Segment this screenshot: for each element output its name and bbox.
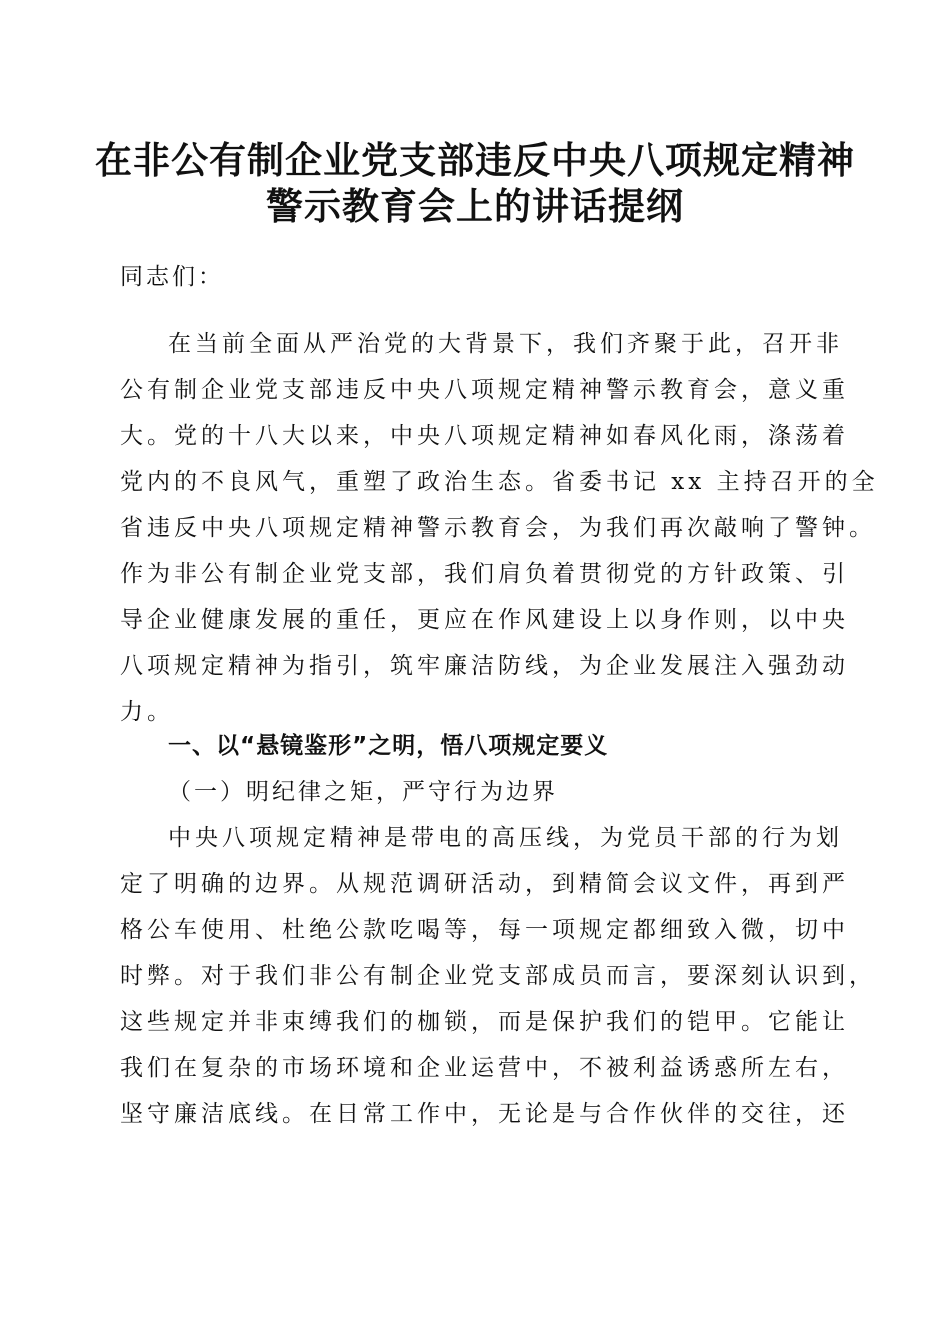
paragraph-line: 这些规定并非束缚我们的枷锁，而是保护我们的铠甲。它能让 bbox=[120, 1009, 849, 1035]
section-heading-1: 一、以“悬镜鉴形”之明，悟八项规定要义 bbox=[168, 733, 609, 759]
paragraph-line: 八项规定精神为指引，筑牢廉洁防线，为企业发展注入强劲动 bbox=[120, 653, 849, 679]
paragraph-line: 我们在复杂的市场环境和企业运营中，不被利益诱惑所左右， bbox=[120, 1055, 849, 1081]
document-title-line1: 在非公有制企业党支部违反中央八项规定精神 bbox=[95, 138, 855, 182]
paragraph-line: 作为非公有制企业党支部，我们肩负着贯彻党的方针政策、引 bbox=[120, 561, 849, 587]
document-title-line2: 警示教育会上的讲话提纲 bbox=[266, 184, 684, 228]
paragraph-line: 党内的不良风气，重塑了政治生态。省委书记 xx 主持召开的全 bbox=[120, 469, 879, 495]
paragraph-line: 坚守廉洁底线。在日常工作中，无论是与合作伙伴的交往，还 bbox=[120, 1101, 849, 1127]
paragraph-line: 时弊。对于我们非公有制企业党支部成员而言，要深刻认识到， bbox=[120, 963, 876, 989]
greeting: 同志们： bbox=[120, 264, 224, 290]
paragraph-line: 导企业健康发展的重任，更应在作风建设上以身作则，以中央 bbox=[120, 607, 849, 633]
paragraph-line: 省违反中央八项规定精神警示教育会，为我们再次敲响了警钟。 bbox=[120, 515, 876, 541]
paragraph-line: 大。党的十八大以来，中央八项规定精神如春风化雨，涤荡着 bbox=[120, 423, 849, 449]
paragraph-line: 定了明确的边界。从规范调研活动，到精简会议文件，再到严 bbox=[120, 871, 849, 897]
paragraph-line: 在当前全面从严治党的大背景下，我们齐聚于此，召开非 bbox=[168, 331, 843, 357]
paragraph-line: 力。 bbox=[120, 699, 174, 725]
paragraph-line: 中央八项规定精神是带电的高压线，为党员干部的行为划 bbox=[168, 825, 843, 851]
paragraph-line: 公有制企业党支部违反中央八项规定精神警示教育会，意义重 bbox=[120, 377, 849, 403]
paragraph-line: 格公车使用、杜绝公款吃喝等，每一项规定都细致入微，切中 bbox=[120, 917, 849, 943]
subsection-heading-1: （一）明纪律之矩，严守行为边界 bbox=[168, 779, 558, 805]
